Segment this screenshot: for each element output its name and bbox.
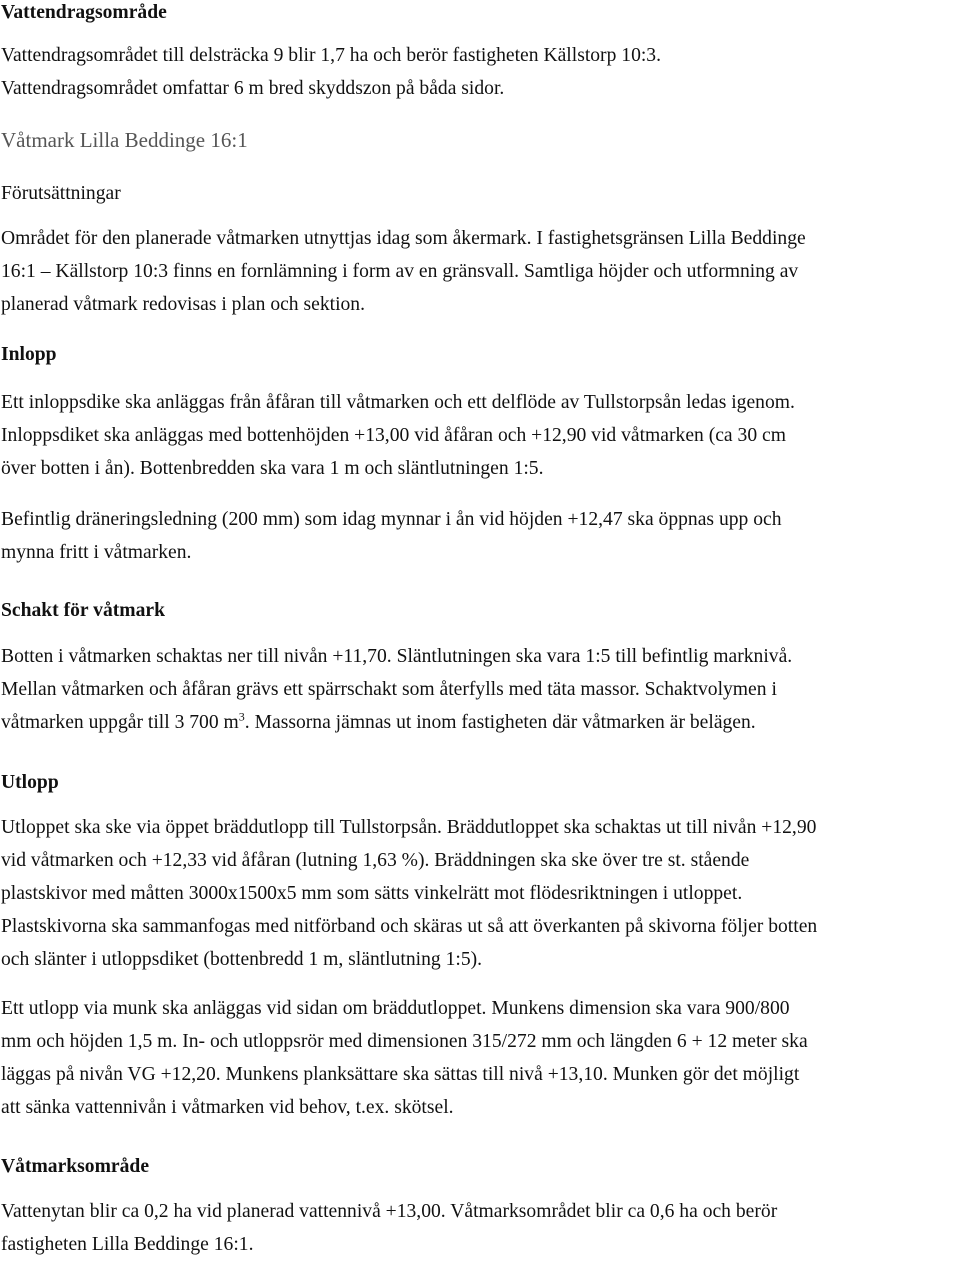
paragraph-line: Plastskivorna ska sammanfogas med nitförband och skäras ut så att överkanten på skivorna följer botten xyxy=(1,916,818,937)
paragraph-line: plastskivor med måtten 3000x1500x5 mm som sätts vinkelrätt mot flödesriktningen i utloppet. xyxy=(1,883,743,904)
paragraph-line: Området för den planerade våtmarken utnyttjas idag som åkermark. I fastighetsgränsen Lilla Beddinge xyxy=(1,228,806,249)
paragraph-line: att sänka vattennivån i våtmarken vid behov, t.ex. skötsel. xyxy=(1,1097,454,1118)
section-title-vatmark: Våtmark Lilla Beddinge 16:1 xyxy=(1,128,248,152)
paragraph-line: vid våtmarken och +12,33 vid åfåran (lutning 1,63 %). Bräddningen ska ske över tre st. stående xyxy=(1,850,750,871)
paragraph-line: Vattenytan blir ca 0,2 ha vid planerad vattennivå +13,00. Våtmarksområdet blir ca 0,6 ha och berör xyxy=(1,1201,778,1222)
heading-vattendragsomrade: Vattendragsområde xyxy=(1,2,167,23)
paragraph-line: Mellan våtmarken och åfåran grävs ett spärrschakt som återfylls med täta massor. Schaktvolymen i xyxy=(1,679,777,700)
paragraph-line: mynna fritt i våtmarken. xyxy=(1,542,192,563)
heading-forutsattningar: Förutsättningar xyxy=(1,183,121,204)
text-span: våtmarken uppgår till 3 700 m xyxy=(1,712,239,733)
paragraph-line: fastigheten Lilla Beddinge 16:1. xyxy=(1,1234,254,1255)
text-span: . Massorna jämnas ut inom fastigheten där våtmarken är belägen. xyxy=(244,712,756,733)
paragraph-line: Vattendragsområdet omfattar 6 m bred skyddszon på båda sidor. xyxy=(1,78,505,99)
paragraph-line: läggas på nivån VG +12,20. Munkens planksättare ska sättas till nivå +13,10. Munken gör det möjligt xyxy=(1,1064,800,1085)
superscript: 3 xyxy=(238,709,245,724)
paragraph-line: Inloppsdiket ska anläggas med bottenhöjden +13,00 vid åfåran och +12,90 vid våtmarken (ca 30 cm xyxy=(1,425,786,446)
paragraph-line: Botten i våtmarken schaktas ner till nivån +11,70. Släntlutningen ska vara 1:5 till befintlig marknivå. xyxy=(1,646,793,667)
paragraph-line: 16:1 – Källstorp 10:3 finns en fornlämning i form av en gränsvall. Samtliga höjder och utformning av xyxy=(1,261,799,282)
paragraph-line: och slänter i utloppsdiket (bottenbredd 1 m, släntlutning 1:5). xyxy=(1,949,483,970)
paragraph-line: Ett inloppsdike ska anläggas från åfåran till våtmarken och ett delflöde av Tullstorpsån ledas igenom. xyxy=(1,392,795,413)
paragraph-line: Ett utlopp via munk ska anläggas vid sidan om bräddutloppet. Munkens dimension ska vara 900/800 xyxy=(1,998,790,1019)
paragraph-line xyxy=(1,711,756,735)
paragraph-line: planerad våtmark redovisas i plan och sektion. xyxy=(1,294,366,315)
paragraph-line: Utloppet ska ske via öppet bräddutlopp till Tullstorpsån. Bräddutloppet ska schaktas ut till nivån +12,90 xyxy=(1,817,817,838)
heading-inlopp: Inlopp xyxy=(1,344,57,365)
heading-schakt-for-vatmark: Schakt för våtmark xyxy=(1,600,166,621)
heading-vatmarksomrade: Våtmarksområde xyxy=(1,1156,150,1177)
paragraph-line: Vattendragsområdet till delsträcka 9 blir 1,7 ha och berör fastigheten Källstorp 10:3. xyxy=(1,45,662,66)
paragraph-line: mm och höjden 1,5 m. In- och utloppsrör med dimensionen 315/272 mm och längden 6 + 12 meter ska xyxy=(1,1031,808,1052)
paragraph-line: Befintlig dräneringsledning (200 mm) som idag mynnar i ån vid höjden +12,47 ska öppnas upp och xyxy=(1,509,782,530)
paragraph-line: över botten i ån). Bottenbredden ska vara 1 m och släntlutningen 1:5. xyxy=(1,458,544,479)
heading-utlopp: Utlopp xyxy=(1,772,59,793)
